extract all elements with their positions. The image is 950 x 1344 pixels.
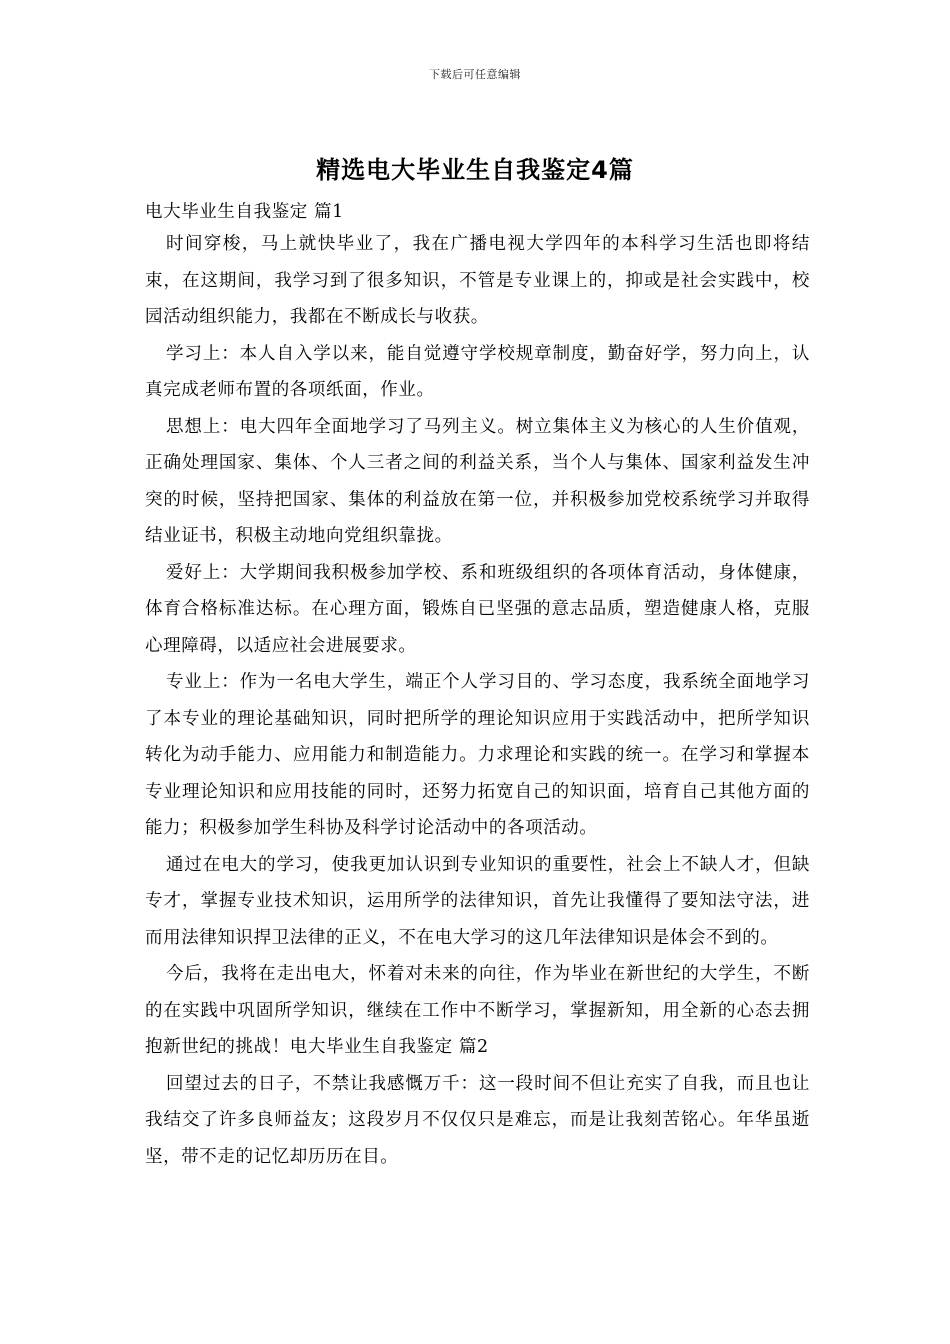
paragraph: 回望过去的日子，不禁让我感慨万千：这一段时间不但让充实了自我，而且也让我结交了许多良师益友；这段岁月不仅仅只是难忘，而是让我刻苦铭心。年华虽逝坚，带不走的记忆却历历在目。	[145, 1073, 810, 1167]
document-body	[145, 198, 810, 1175]
paragraph: 爱好上：大学期间我积极参加学校、系和班级组织的各项体育活动，身体健康，体育合格标准达标。在心理方面，锻炼自已坚强的意志品质，塑造健康人格，克服心理障碍，以适应社会进展要求。	[145, 562, 810, 656]
paragraph: 思想上：电大四年全面地学习了马列主义。树立集体主义为核心的人生价值观，正确处理国家、集体、个人三者之间的利益关系，当个人与集体、国家利益发生冲突的时候，坚持把国家、集体的利益放在第一位，并积极参加党校系统学习并取得结业证书，积极主动地向党组织靠拢。	[145, 416, 810, 546]
paragraph: 时间穿梭，马上就快毕业了，我在广播电视大学四年的本科学习生活也即将结束，在这期间，我学习到了很多知识，不管是专业课上的，抑或是社会实践中，校园活动组织能力，我都在不断成长与收获。	[145, 234, 810, 327]
paragraph: 学习上：本人自入学以来，能自觉遵守学校规章制度，勤奋好学，努力向上，认真完成老师布置的各项纸面，作业。	[145, 343, 810, 400]
section-heading: 电大毕业生自我鉴定 篇1	[145, 202, 344, 222]
document-title: 精选电大毕业生自我鉴定4篇	[316, 156, 634, 184]
paragraph: 今后，我将在走出电大，怀着对未来的向往，作为毕业在新世纪的大学生，不断的在实践中巩固所学知识，继续在工作中不断学习，掌握新知，用全新的心态去拥抱新世纪的挑战！电大毕业生自我鉴定 篇2	[145, 964, 810, 1057]
paragraph: 专业上：作为一名电大学生，端正个人学习目的、学习态度，我系统全面地学习了本专业的理论基础知识，同时把所学的理论知识应用于实践活动中，把所学知识转化为动手能力、应用能力和制造能力。力求理论和实践的统一。在学习和掌握本专业理论知识和应用技能的同时，还努力拓宽自己的知识面，培育自己其他方面的能力；积极参加学生科协及科学讨论活动中的各项活动。	[145, 672, 810, 838]
paragraph: 通过在电大的学习，使我更加认识到专业知识的重要性，社会上不缺人才，但缺专才，掌握专业技术知识，运用所学的法律知识，首先让我懂得了要知法守法，进而用法律知识捍卫法律的正义，不在电大学习的这几年法律知识是体会不到的。	[145, 854, 810, 948]
header-note: 下载后可任意编辑	[429, 68, 521, 81]
